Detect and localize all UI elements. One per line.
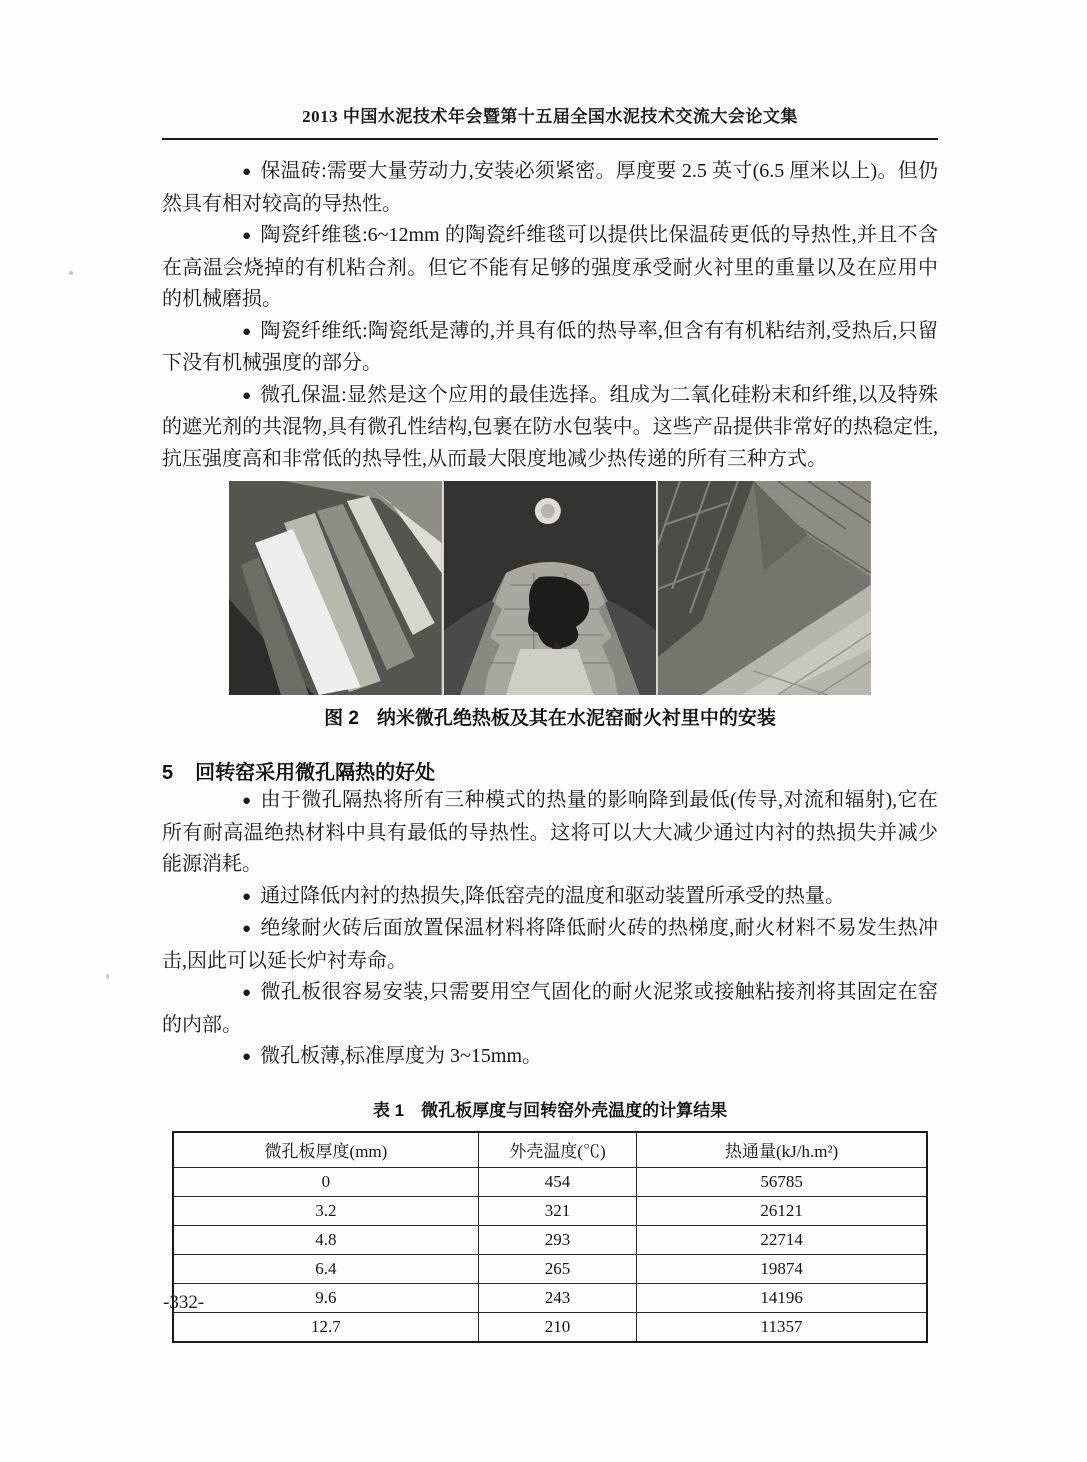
table-row — [173, 1284, 927, 1313]
bullet-icon: ● — [242, 793, 252, 809]
bullet-icon: ● — [242, 228, 252, 244]
figure-caption-text: 纳米微孔绝热板及其在水泥窑耐火衬里中的安装 — [376, 708, 776, 729]
cell-shell-temp: 265 — [478, 1255, 636, 1284]
col-header-shell-temp: 外壳温度(℃) — [478, 1132, 636, 1168]
page-content — [162, 102, 938, 1343]
table-row — [173, 1226, 927, 1255]
section5-bullet-list — [162, 785, 938, 1074]
scan-artifact-dot — [106, 974, 109, 979]
page-number: -332- — [163, 1292, 205, 1313]
table-row — [173, 1197, 927, 1226]
section-title: 回转窑采用微孔隔热的好处 — [195, 762, 436, 784]
bullet-icon: ● — [242, 921, 252, 937]
figure2-photo-strip — [229, 481, 871, 695]
bullet-icon: ● — [242, 323, 252, 340]
cell-thickness: 9.6 — [173, 1284, 478, 1313]
bullet-paragraph — [162, 977, 938, 1041]
cell-shell-temp: 293 — [478, 1226, 636, 1255]
table1 — [172, 1131, 928, 1343]
paragraph-text: 微孔板薄,标准厚度为 3~15mm。 — [260, 1045, 542, 1067]
bullet-icon: ● — [242, 164, 252, 180]
bullet-paragraph — [162, 785, 938, 881]
paragraph-text: 陶瓷纤维纸:陶瓷纸是薄的,并具有低的热导率,但含有有机粘结剂,受热后,只留下没有机械强度的部分。 — [162, 319, 938, 374]
photo-microporous-boards — [229, 481, 442, 695]
bullet-paragraph — [162, 913, 938, 977]
cell-heat-flux: 14196 — [637, 1284, 927, 1313]
col-header-thickness: 微孔板厚度(mm) — [173, 1132, 478, 1168]
cell-thickness: 3.2 — [173, 1197, 478, 1226]
table-row — [173, 1255, 927, 1284]
cell-heat-flux: 26121 — [637, 1197, 927, 1226]
intro-bullet-list — [162, 156, 938, 475]
bullet-icon: ● — [242, 985, 252, 1001]
table-row — [173, 1313, 927, 1342]
paragraph-text: 微孔板很容易安装,只需要用空气固化的耐火泥浆或接触粘接剂将其固定在窑的内部。 — [162, 981, 938, 1036]
cell-shell-temp: 210 — [478, 1313, 636, 1342]
photo-brick-lining — [658, 481, 871, 695]
photo-kiln-interior — [444, 481, 657, 695]
cell-thickness: 4.8 — [173, 1226, 478, 1255]
cell-shell-temp: 243 — [478, 1284, 636, 1313]
cell-thickness: 6.4 — [173, 1255, 478, 1284]
paragraph-text: 由于微孔隔热将所有三种模式的热量的影响降到最低(传导,对流和辐射),它在所有耐高温绝热材料中具有最低的导热性。这将可以大大减少通过内衬的热损失并减少能源消耗。 — [162, 789, 938, 875]
cell-shell-temp: 454 — [478, 1168, 636, 1197]
table-header-row — [173, 1132, 927, 1168]
section-number: 5 — [162, 762, 174, 784]
page-header-title: 2013 中国水泥技术年会暨第十五届全国水泥技术交流大会论文集 — [302, 107, 798, 126]
bullet-paragraph — [162, 1041, 938, 1074]
bullet-icon: ● — [242, 1049, 252, 1065]
paragraph-text: 绝缘耐火砖后面放置保温材料将降低耐火砖的热梯度,耐火材料不易发生热冲击,因此可以延长炉衬寿命。 — [162, 917, 938, 972]
bullet-icon: ● — [242, 888, 252, 905]
section5-heading — [162, 756, 938, 785]
table-row — [173, 1168, 927, 1197]
bullet-paragraph — [162, 881, 938, 914]
paragraph-text: 通过降低内衬的热损失,降低窑壳的温度和驱动装置所承受的热量。 — [260, 884, 846, 907]
paragraph-text: 陶瓷纤维毯:6~12mm 的陶瓷纤维毯可以提供比保温砖更低的导热性,并且不含在高温会烧掉的有机粘合剂。但它不能有足够的强度承受耐火衬里的重量以及在应用中的机械磨损。 — [162, 224, 938, 310]
figure2-caption — [162, 703, 938, 730]
header-rule — [162, 138, 938, 140]
cell-heat-flux: 11357 — [637, 1313, 927, 1342]
cell-thickness: 12.7 — [173, 1313, 478, 1342]
bullet-paragraph — [162, 156, 938, 220]
paragraph-text: 微孔保温:显然是这个应用的最佳选择。组成为二氧化硅粉末和纤维,以及特殊的遮光剂的共混物,具有微孔性结构,包裹在防水包装中。这些产品提供非常好的热稳定性,抗压强度高和非常低的热导性,从而最大限度地减少热传递的所有三种方式。 — [162, 383, 938, 470]
paragraph-text: 保温砖:需要大量劳动力,安装必须紧密。厚度要 2.5 英寸(6.5 厘米以上)。但仍然具有相对较高的导热性。 — [162, 160, 938, 215]
cell-heat-flux: 22714 — [637, 1226, 927, 1255]
bullet-paragraph — [162, 380, 938, 476]
table1-title: 表 1 微孔板厚度与回转窑外壳温度的计算结果 — [372, 1100, 728, 1120]
scan-artifact-dot — [69, 271, 73, 275]
bullet-icon: ● — [242, 387, 252, 404]
bullet-paragraph — [162, 220, 938, 316]
col-header-heat-flux: 热通量(kJ/h.m²) — [637, 1132, 927, 1168]
figure-label: 图 2 — [324, 708, 359, 729]
bullet-paragraph — [162, 316, 938, 380]
cell-shell-temp: 321 — [478, 1197, 636, 1226]
cell-thickness: 0 — [173, 1168, 478, 1197]
cell-heat-flux: 56785 — [637, 1168, 927, 1197]
cell-heat-flux: 19874 — [637, 1255, 927, 1284]
